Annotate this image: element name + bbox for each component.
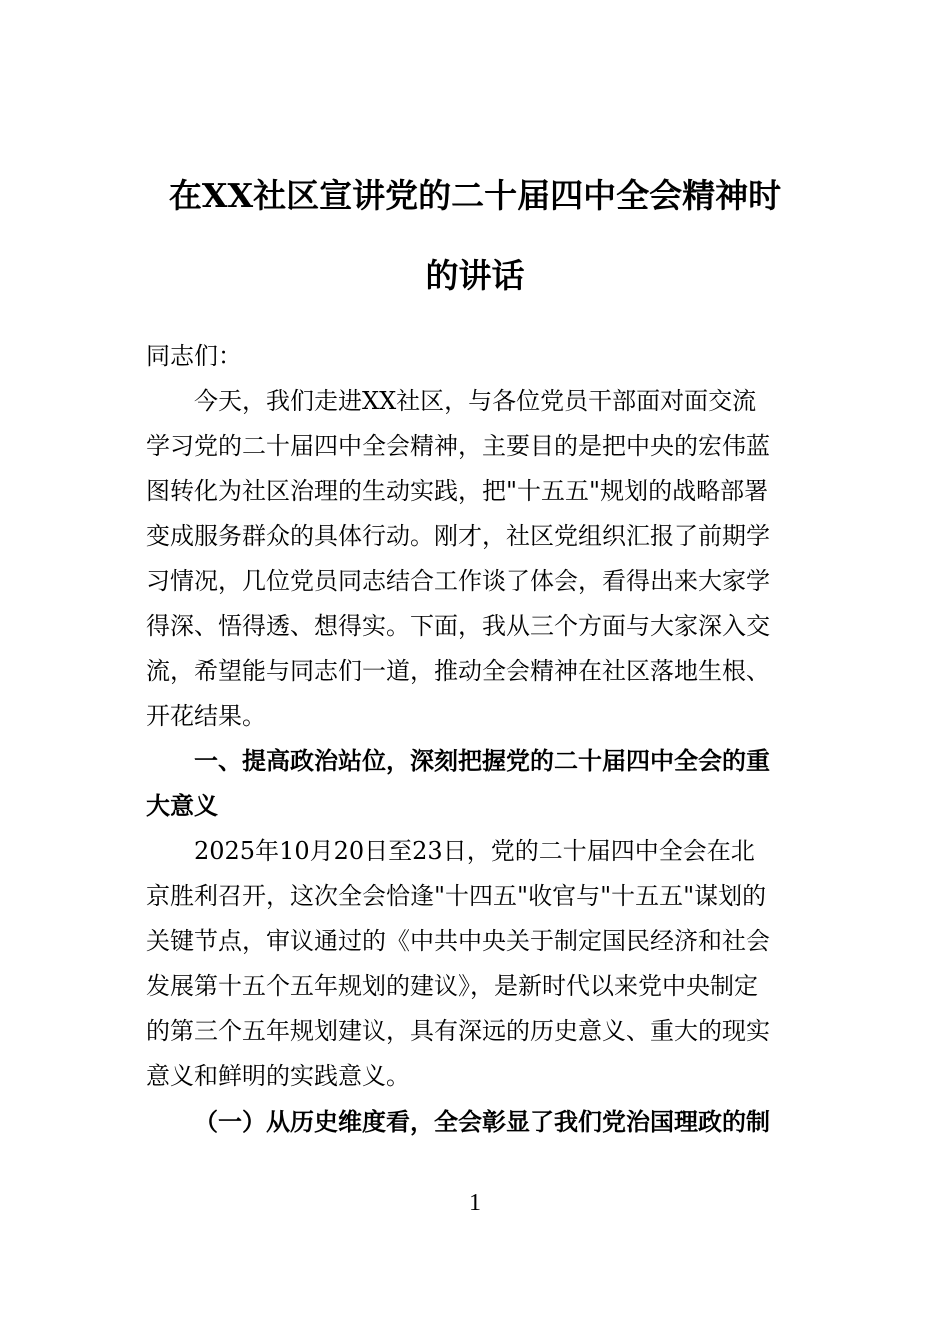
document-body <box>146 334 816 1144</box>
document-title-line-1: 在XX社区宣讲党的二十届四中全会精神时 <box>168 176 782 215</box>
section-1-heading <box>146 739 816 829</box>
paragraph-line: 学习党的二十届四中全会精神，主要目的是把中央的宏伟蓝 <box>146 432 770 460</box>
page-number: 1 <box>469 1190 481 1216</box>
paragraph-line: 变成服务群众的具体行动。刚才，社区党组织汇报了前期学 <box>146 522 770 550</box>
paragraph-line: 2025年10月20日至23日，党的二十届四中全会在北 <box>194 837 755 865</box>
paragraph-line: 发展第十五个五年规划的建议》，是新时代以来党中央制定 <box>146 972 758 1000</box>
paragraph-line: 关键节点，审议通过的《中共中央关于制定国民经济和社会 <box>146 927 770 955</box>
heading-line: 一、提高政治站位，深刻把握党的二十届四中全会的重 <box>194 747 770 775</box>
paragraph-line: 开花结果。 <box>146 702 266 730</box>
section-1-paragraph <box>146 829 816 1099</box>
intro-paragraph <box>146 379 816 739</box>
paragraph-line: 流，希望能与同志们一道，推动全会精神在社区落地生根、 <box>146 657 770 685</box>
paragraph-line: 的第三个五年规划建议，具有深远的历史意义、重大的现实 <box>146 1017 770 1045</box>
paragraph-line: 得深、悟得透、想得实。下面，我从三个方面与大家深入交 <box>146 612 770 640</box>
salutation: 同志们： <box>146 342 242 370</box>
paragraph-line: 今天，我们走进XX社区，与各位党员干部面对面交流 <box>194 387 757 415</box>
paragraph-line: 京胜利召开，这次全会恰逢"十四五"收官与"十五五"谋划的 <box>146 882 767 910</box>
paragraph-line: 习情况，几位党员同志结合工作谈了体会，看得出来大家学 <box>146 567 770 595</box>
paragraph-line: 意义和鲜明的实践意义。 <box>146 1062 410 1090</box>
heading-line: 大意义 <box>146 792 218 820</box>
paragraph-line: 图转化为社区治理的生动实践，把"十五五"规划的战略部署 <box>146 477 769 505</box>
subsection-1-heading <box>146 1099 816 1144</box>
document-title-line-2: 的讲话 <box>425 256 525 295</box>
subheading-line: （一）从历史维度看，全会彰显了我们党治国理政的制 <box>194 1107 770 1136</box>
